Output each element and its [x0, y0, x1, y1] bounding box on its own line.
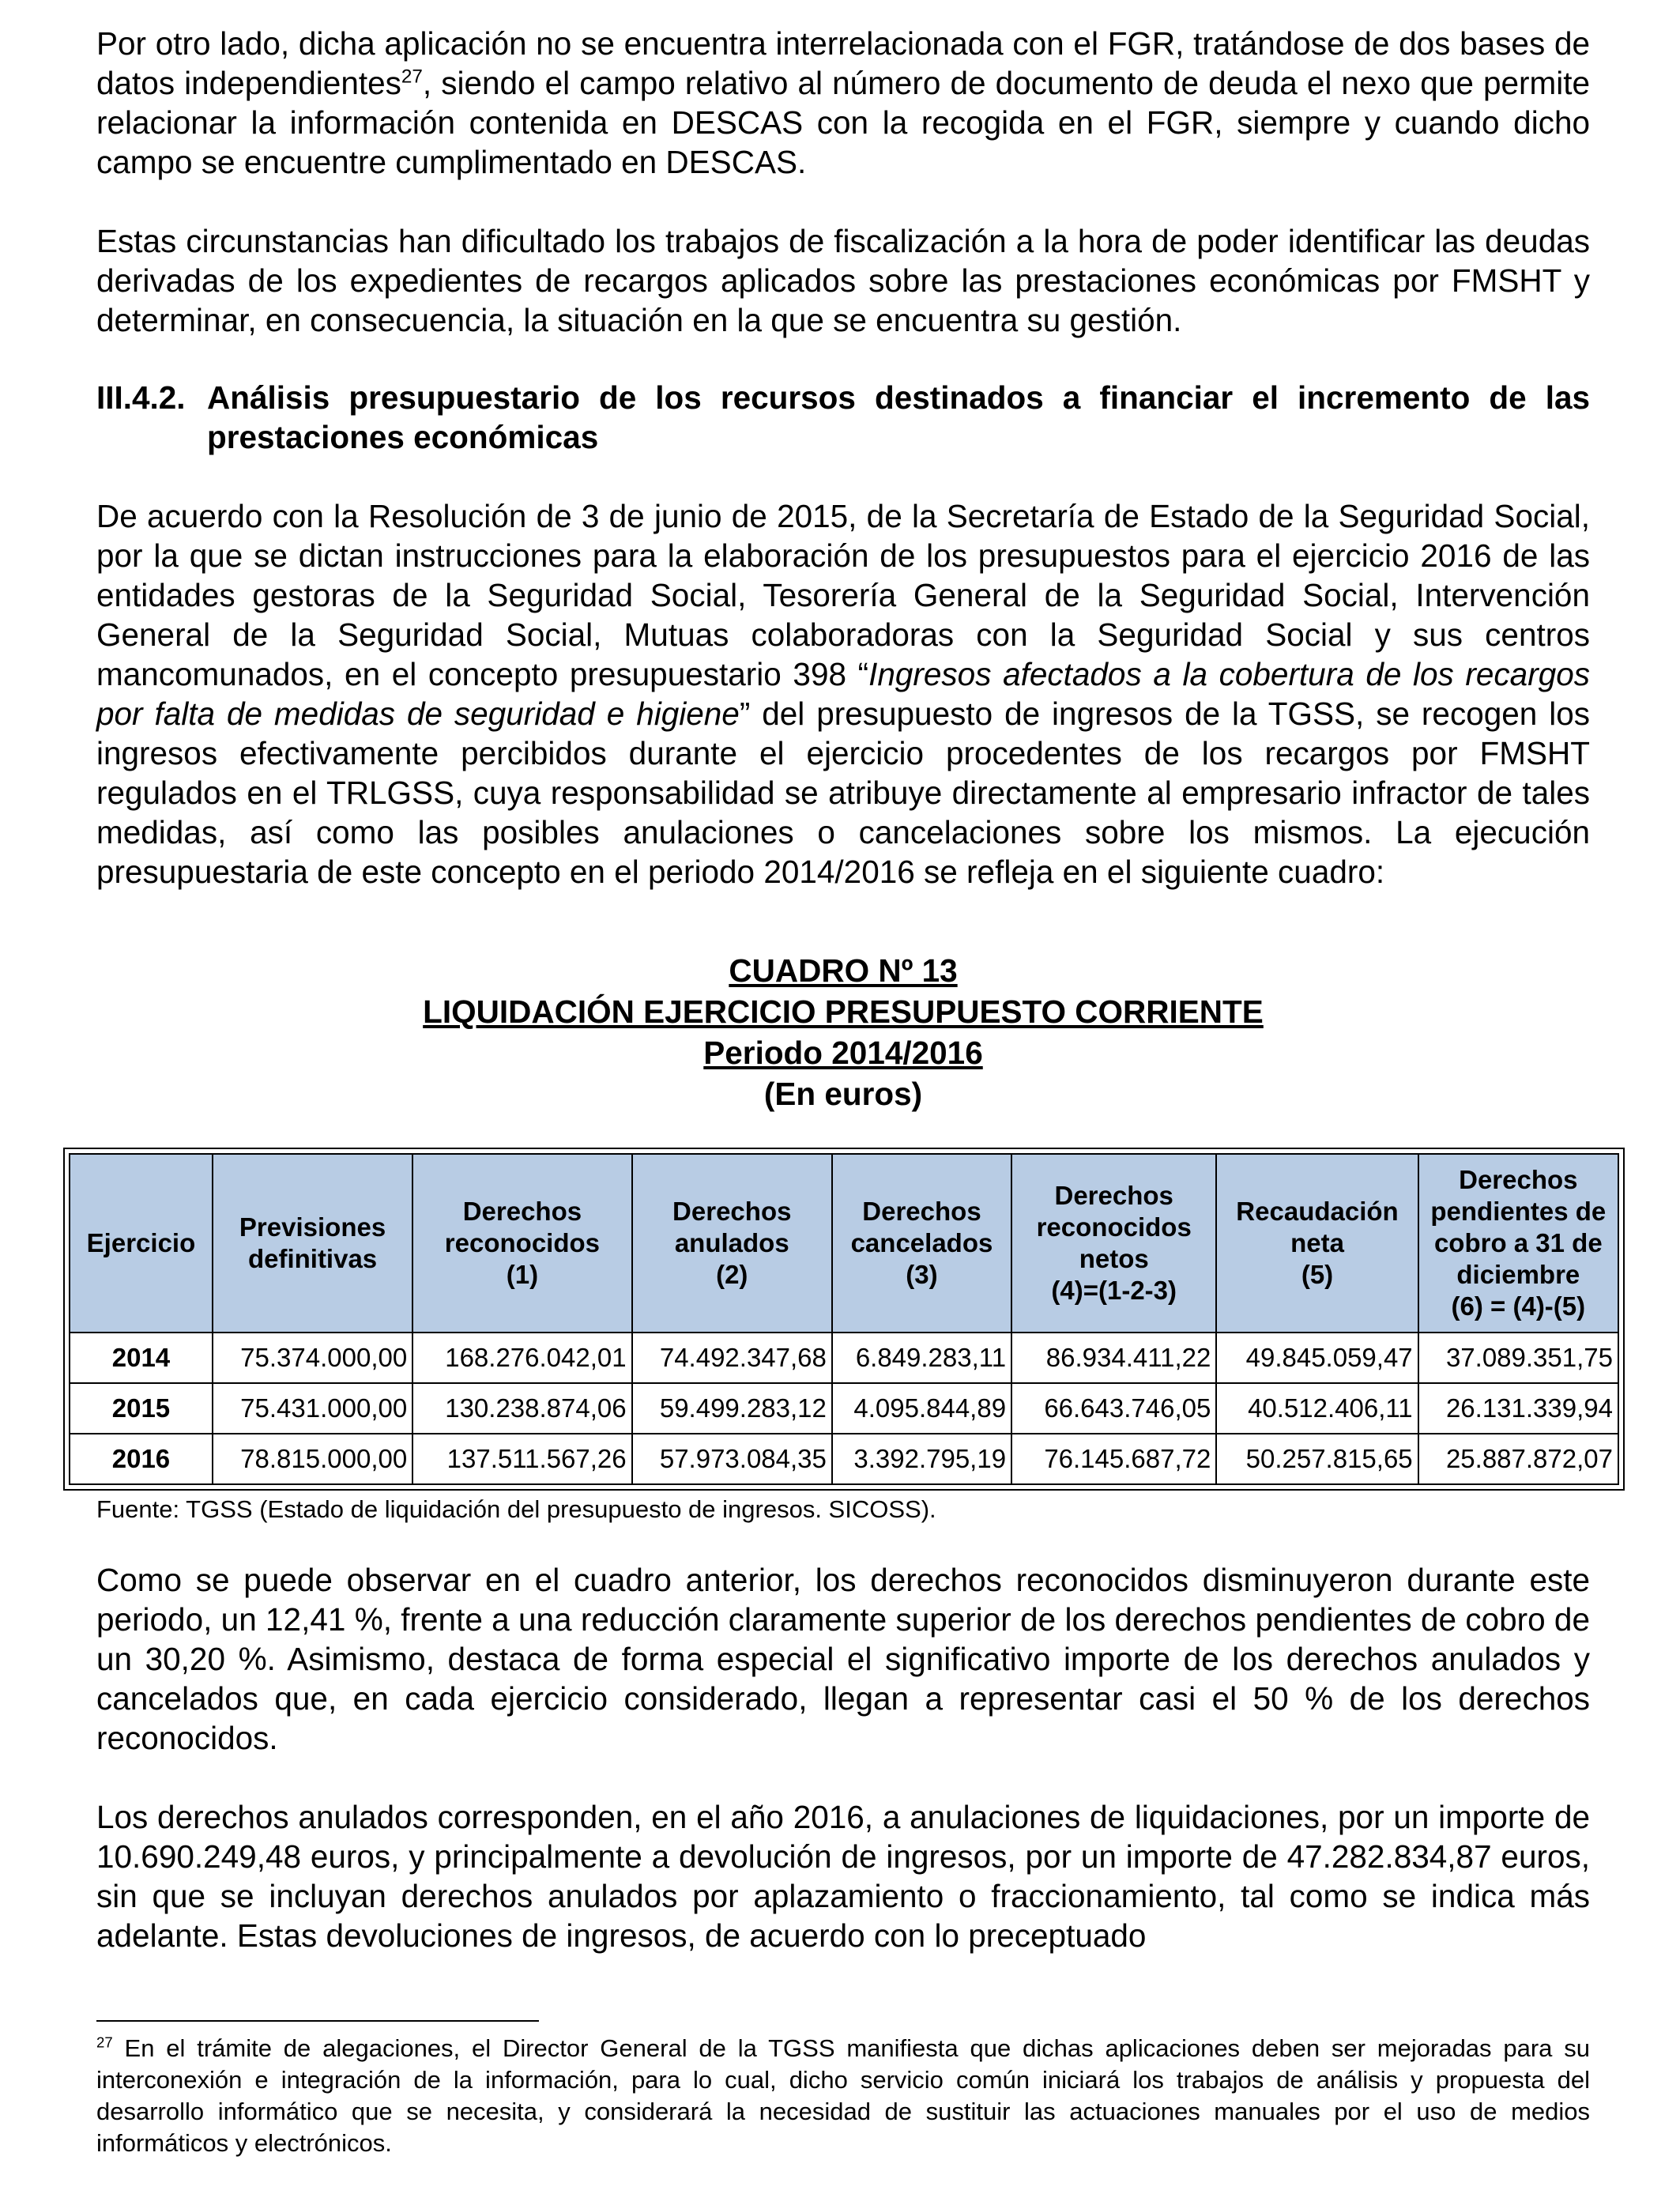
amount-cell: 78.815.000,00 [213, 1434, 412, 1484]
paragraph-1-text-a: Por otro lado, dicha aplicación no se encuentra interrelacionada con el FGR, tratándose de dos bases de datos independientes [96, 25, 1590, 101]
amount-cell: 75.374.000,00 [213, 1333, 412, 1383]
amount-cell: 74.492.347,68 [632, 1333, 832, 1383]
amount-cell: 130.238.874,06 [412, 1383, 631, 1434]
table-title-block [96, 950, 1590, 1114]
budget-table [69, 1153, 1619, 1485]
column-header-line: netos [1079, 1244, 1149, 1273]
column-header [632, 1154, 832, 1333]
amount-cell: 4.095.844,89 [832, 1383, 1011, 1434]
year-cell: 2015 [70, 1383, 213, 1434]
column-header [412, 1154, 631, 1333]
column-header-line: definitivas [247, 1244, 378, 1273]
column-header-line: cancelados [850, 1228, 993, 1257]
amount-cell: 50.257.815,65 [1216, 1434, 1418, 1484]
paragraph-2: Estas circunstancias han dificultado los trabajos de fiscalización a la hora de poder identificar las deudas derivadas de los expedientes de recargos aplicados sobre las prestaciones económicas por FMSHT y determinar, en consecuencia, la situación en la que se encuentra su gestión. [96, 223, 1590, 338]
column-header [832, 1154, 1011, 1333]
table-row [70, 1333, 1618, 1383]
column-header-line: Derechos [862, 1197, 981, 1226]
section-number: III.4.2. [96, 379, 186, 416]
amount-cell: 75.431.000,00 [213, 1383, 412, 1434]
column-header-line: diciembre [1456, 1260, 1580, 1289]
column-header-line: reconocidos [1036, 1212, 1192, 1242]
column-header-line: (4)=(1-2-3) [1051, 1276, 1177, 1305]
column-header-line: Derechos [1054, 1181, 1173, 1210]
column-header-line: cobro a 31 de [1433, 1228, 1603, 1257]
column-header [1418, 1154, 1618, 1333]
amount-cell: 40.512.406,11 [1216, 1383, 1418, 1434]
column-header-line: reconocidos [444, 1228, 601, 1257]
amount-cell: 57.973.084,35 [632, 1434, 832, 1484]
paragraph-1-text-b: , siendo el campo relativo al número de documento de deuda el nexo que permite relacionar la información contenida en DESCAS con la recogida en el FGR, siempre y cuando dicho campo se encuentre cumplimentado en DESCAS. [96, 65, 1590, 180]
column-header-line: Derechos [672, 1197, 792, 1226]
amount-cell: 25.887.872,07 [1418, 1434, 1618, 1484]
column-header-line: anulados [674, 1228, 789, 1257]
amount-cell: 37.089.351,75 [1418, 1333, 1618, 1383]
footnote-number: 27 [96, 2034, 113, 2051]
paragraph-3-text-b: ” del presupuesto de ingresos de la TGSS, se recogen los ingresos efectivamente percibidos durante el ejercicio procedentes de los recargos por FMSHT regulados en el TRLGSS, cuya responsabilidad se atribuye directamente al empresario infractor de tales medidas, así como las posibles anulaciones o cancelaciones sobre los mismos. La ejecución presupuestaria de este concepto en el periodo 2014/2016 se refleja en el siguiente cuadro: [96, 696, 1590, 890]
column-header-line: Derechos [462, 1197, 582, 1226]
paragraph-4: Como se puede observar en el cuadro anterior, los derechos reconocidos disminuyeron durante este periodo, un 12,41 %, frente a una reducción claramente superior de los derechos pendientes de cobro de un 30,20 %. Asimismo, destaca de forma especial el significativo importe de los derechos anulados y cancelados que, en cada ejercicio considerado, llegan a representar casi el 50 % de los derechos reconocidos. [96, 1562, 1590, 1756]
table-frame [63, 1148, 1625, 1491]
amount-cell: 49.845.059,47 [1216, 1333, 1418, 1383]
table-header-row [70, 1154, 1618, 1333]
amount-cell: 26.131.339,94 [1418, 1383, 1618, 1434]
section-title: Análisis presupuestario de los recursos destinados a financiar el incremento de las prestaciones económicas [207, 379, 1590, 455]
year-cell: 2016 [70, 1434, 213, 1484]
amount-cell: 86.934.411,22 [1011, 1333, 1216, 1383]
column-header-line: (1) [506, 1260, 539, 1289]
footnote-text: En el trámite de alegaciones, el Director General de la TGSS manifiesta que dichas aplicaciones deben ser mejoradas para su interconexión e integración de la información, para lo cual, dicho servicio común iniciará los trabajos de análisis y propuesta del desarrollo informático que se necesita, y considerará la necesidad de sustituir las actuaciones manuales por el uso de medios informáticos y electrónicos. [96, 2034, 1590, 2157]
column-header-line: Previsiones [239, 1212, 386, 1242]
column-header [213, 1154, 412, 1333]
amount-cell: 137.511.567,26 [412, 1434, 631, 1484]
column-header [1216, 1154, 1418, 1333]
column-header-line: pendientes de [1430, 1197, 1607, 1226]
amount-cell: 66.643.746,05 [1011, 1383, 1216, 1434]
table-title-main: LIQUIDACIÓN EJERCICIO PRESUPUESTO CORRIENTE [423, 993, 1264, 1030]
section-heading [96, 378, 1590, 457]
document-page [86, 24, 1613, 1955]
table-row [70, 1434, 1618, 1484]
column-header-line: (2) [716, 1260, 748, 1289]
amount-cell: 6.849.283,11 [832, 1333, 1011, 1383]
column-header [1011, 1154, 1216, 1333]
footnote-separator [96, 2020, 539, 2022]
footnote-ref-27[interactable]: 27 [401, 66, 423, 88]
table-row [70, 1383, 1618, 1434]
column-header-line: Derechos [1459, 1165, 1578, 1194]
year-cell: 2014 [70, 1333, 213, 1383]
column-header-line: (6) = (4)-(5) [1451, 1291, 1586, 1321]
table-title-number: CUADRO Nº 13 [729, 952, 958, 989]
column-header [70, 1154, 213, 1333]
amount-cell: 76.145.687,72 [1011, 1434, 1216, 1484]
table-body [70, 1333, 1618, 1484]
paragraph-3-text-a: De acuerdo con la Resolución de 3 de junio de 2015, de la Secretaría de Estado de la Seguridad Social, por la que se dictan instrucciones para la elaboración de los presupuestos para el ejercicio 2016 de las entidades gestoras de la Seguridad Social, Tesorería General de la Seguridad Social, Intervención General de la Seguridad Social, Mutuas colaboradoras con la Seguridad Social y sus centros mancomunados, en el concepto presupuestario 398 “ [96, 498, 1590, 692]
paragraph-1 [96, 24, 1590, 182]
table-title-period: Periodo 2014/2016 [703, 1035, 983, 1071]
paragraph-3-italic: Ingresos afectados a la cobertura de los recargos por falta de medidas de seguridad e higiene [96, 656, 1590, 732]
paragraph-3 [96, 496, 1590, 892]
footnote [96, 2033, 1590, 2159]
column-header-line: Ejercicio [86, 1228, 196, 1257]
column-header-line: Recaudación [1236, 1197, 1399, 1226]
amount-cell: 168.276.042,01 [412, 1333, 631, 1383]
amount-cell: 3.392.795,19 [832, 1434, 1011, 1484]
paragraph-5: Los derechos anulados corresponden, en el año 2016, a anulaciones de liquidaciones, por un importe de 10.690.249,48 euros, y principalmente a devolución de ingresos, por un importe de 47.282.834,87 euros, sin que se incluyan derechos anulados por aplazamiento o fraccionamiento, tal como se indica más adelante. Estas devoluciones de ingresos, de acuerdo con lo preceptuado [96, 1799, 1590, 1954]
table-title-units: (En euros) [763, 1076, 923, 1112]
amount-cell: 59.499.283,12 [632, 1383, 832, 1434]
column-header-line: neta [1290, 1228, 1344, 1257]
table-source: Fuente: TGSS (Estado de liquidación del presupuesto de ingresos. SICOSS). [96, 1495, 936, 1523]
column-header-line: (3) [906, 1260, 938, 1289]
column-header-line: (5) [1301, 1260, 1334, 1289]
